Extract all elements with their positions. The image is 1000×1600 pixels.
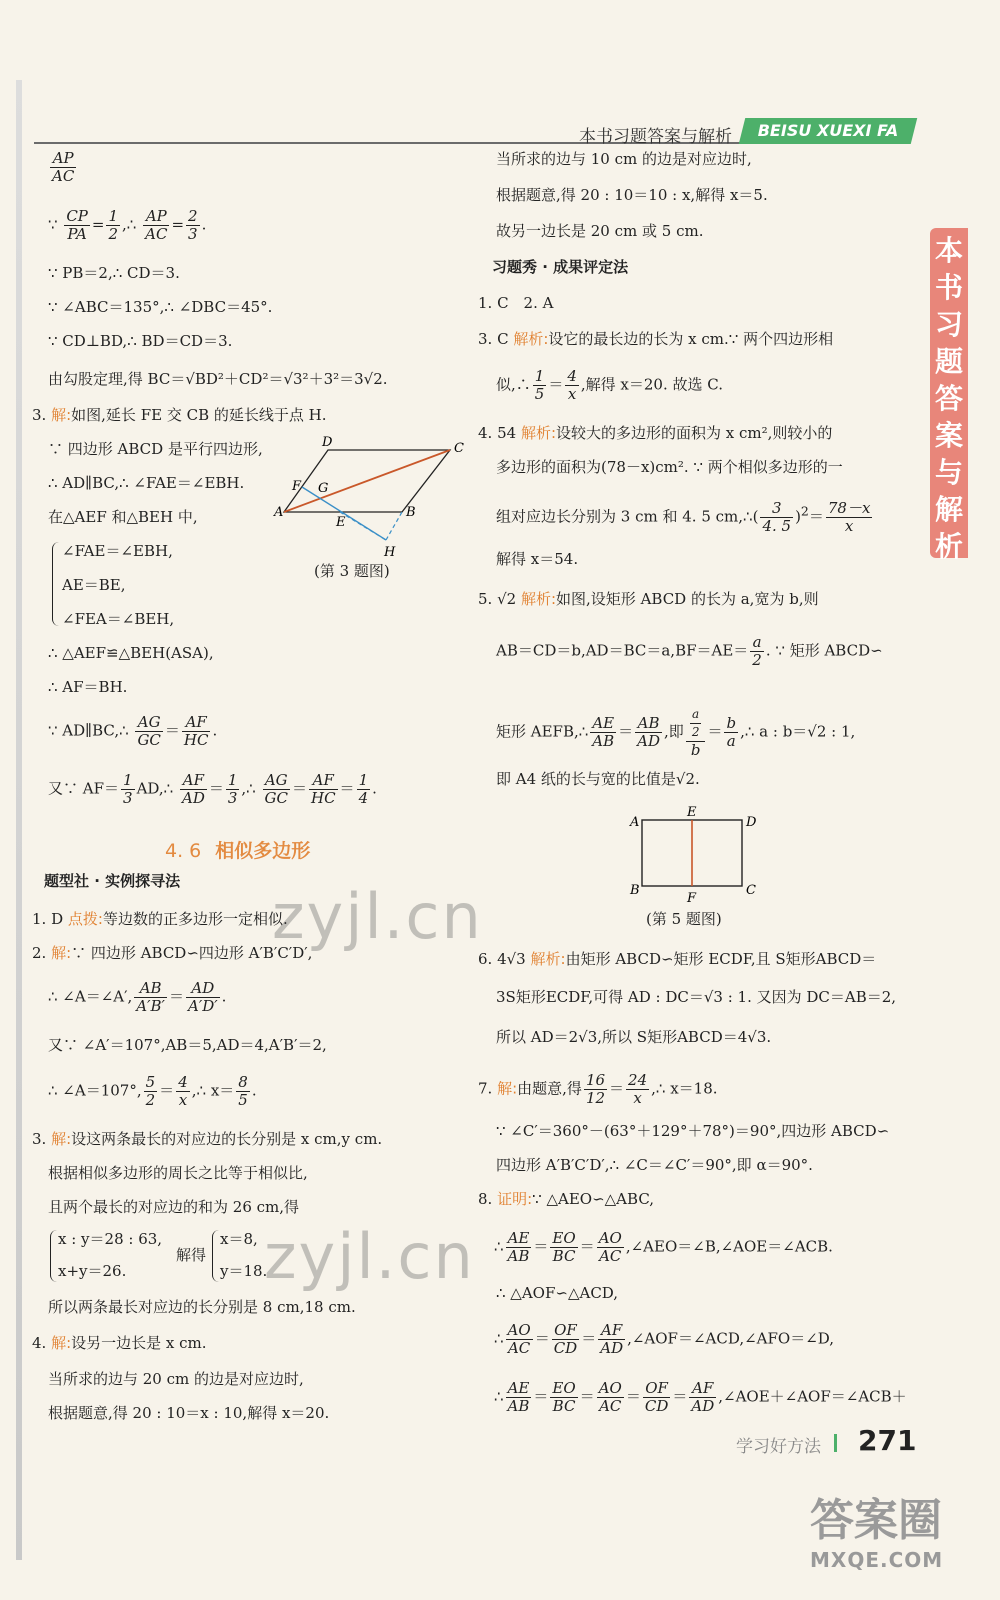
solution-keyword: 解: (51, 1130, 72, 1148)
frac-den: 2 (691, 725, 700, 739)
frac-den: CD (553, 1339, 578, 1357)
solution-keyword: 解: (51, 1334, 72, 1352)
b6-line2: 3S矩形ECDF,可得 AD : DC＝√3 : 1. 又因为 DC＝AB＝2, (496, 988, 897, 1006)
brand-banner (739, 118, 917, 144)
label-e: E (336, 515, 346, 530)
section-name: 相似多边形 (215, 840, 311, 862)
label-f: F (687, 891, 697, 906)
text: ,∴ x＝18. (651, 1079, 718, 1098)
text: 似,∴ (496, 375, 531, 394)
frac-den: 3 (123, 789, 133, 807)
frac-num: CP (66, 207, 88, 225)
frac-num: EO (552, 1229, 576, 1247)
frac-num: AE (506, 1230, 532, 1248)
text: 设较大的多边形的面积为 x cm²,则较小的 (556, 424, 833, 442)
frac-den: PA (67, 225, 87, 243)
frac-num: AG (263, 772, 290, 790)
side-tab-text (930, 228, 968, 565)
analysis-keyword: 解析: (513, 330, 549, 348)
label-h: H (384, 545, 396, 560)
q3-sys2: AE＝BE, (62, 576, 126, 594)
frac-den: x (178, 1091, 188, 1109)
section-title (165, 836, 310, 863)
q3-line4: 在△AEF 和△BEH 中, (48, 508, 198, 526)
b5-line4: 即 A4 纸的长与宽的比值是√2. (496, 770, 700, 788)
frac-num: b (726, 714, 737, 732)
q3-line3: ∴ AD∥BC,∴ ∠FAE＝∠EBH. (48, 474, 245, 492)
frac-num: a (690, 706, 702, 724)
frac-den: AD (181, 789, 205, 807)
answer-3-line5: 所以两条最长对应边的长分别是 8 cm,18 cm. (48, 1298, 356, 1316)
analysis-keyword: 解析: (520, 590, 557, 608)
b8-line4: ∴ $\frac{AO}{AC}$ ＝ $\frac{OF}{CD}$ ＝ $\frac{AF}{AD}$ ,∠AOF＝∠ACD,∠AFO＝∠D, (494, 1321, 835, 1357)
proof-keyword: 证明: (497, 1190, 533, 1208)
answer-number: 3. (32, 1130, 47, 1148)
text: ∵ (48, 215, 58, 234)
frac-num: AF (180, 772, 207, 790)
label-c: C (746, 883, 756, 898)
analysis-keyword: 解析: (520, 424, 557, 442)
answer-4-line3: 根据题意,得 20 : 10＝x : 10,解得 x＝20. (48, 1404, 330, 1422)
side-tab-char: 解 (934, 493, 963, 526)
answer-2 (32, 946, 312, 961)
text: ,∴ x＝ (191, 1081, 235, 1100)
frac-num (686, 706, 706, 742)
analysis-keyword: 解析: (530, 950, 566, 968)
label-d: D (746, 815, 757, 830)
exponent: 2 (800, 503, 809, 519)
text: . (251, 1081, 257, 1100)
text: . (212, 721, 218, 740)
section-number: 4. 6 (165, 840, 202, 862)
frac-num: 16 (585, 1071, 606, 1089)
logo-url: MXQE.COM (810, 1548, 944, 1572)
b8-line5: ∴ $\frac{AE}{AB}$ ＝ $\frac{EO}{BC}$ ＝ $\frac{AO}{AC}$ ＝ $\frac{OF}{CD}$ ＝ $\frac{AF}{AD}$ ,∠AOE＋∠AOF＝∠ACB＋ (494, 1379, 907, 1415)
frac-den: AC (145, 225, 168, 243)
line-l3: ∵ PB＝2,∴ CD＝3. (48, 264, 180, 282)
figure-5-caption: (第 5 题图) (646, 910, 722, 928)
side-tab-char: 习 (934, 308, 963, 341)
figure-3-parallelogram (274, 432, 480, 562)
frac-den: 12 (585, 1089, 606, 1107)
b3 (478, 332, 833, 347)
frac-den: CD (644, 1397, 669, 1415)
text: ∵ △AEO∽△ABC, (532, 1190, 655, 1208)
question-number: 3. (32, 406, 47, 424)
frac-num: AO (598, 1379, 622, 1397)
text: . ∵ 矩形 ABCD∽ (765, 641, 883, 660)
frac-den: HC (310, 789, 336, 807)
label-e: E (687, 805, 697, 820)
line-l5: ∵ CD⊥BD,∴ BD＝CD＝3. (48, 332, 233, 350)
figure-3-caption: (第 3 题图) (314, 562, 390, 580)
frac-num: 1 (358, 771, 369, 789)
frac-den: x (567, 385, 577, 403)
label-a: A (274, 505, 284, 520)
frac-den: AC (599, 1397, 622, 1415)
frac-den: 5 (238, 1091, 248, 1109)
frac-den: 2 (108, 225, 119, 243)
text: = (91, 215, 105, 234)
text: = (171, 215, 185, 234)
b8 (478, 1192, 654, 1207)
text: ∴ (494, 1237, 504, 1256)
watermark-1: zyjl.cn (272, 880, 483, 953)
text: ,∠AEO＝∠B,∠AOE＝∠ACB. (625, 1237, 833, 1256)
answer-3-sys1: x : y＝28 : 63, (58, 1230, 163, 1248)
brand-text: BEISU XUEXI FA (757, 121, 899, 140)
frac-num: 1 (534, 367, 545, 385)
frac-den: x (633, 1089, 642, 1107)
frac-num: OF (643, 1380, 671, 1398)
b7: 7. 解:由题意,得 $\frac{16}{12}$ ＝ $\frac{24}{x}$ ,∴ x＝18. (478, 1071, 718, 1107)
answer-3-line3: 且两个最长的对应边的和为 26 cm,得 (48, 1198, 300, 1216)
answer-4-line2: 当所求的边与 20 cm 的边是对应边时, (48, 1370, 304, 1388)
b-line1: 1. C 2. A (478, 294, 554, 312)
page-header (34, 118, 914, 148)
frac-num: AO (598, 1229, 622, 1247)
b5 (478, 592, 819, 607)
answer-3-solve: 解得 (176, 1246, 207, 1264)
frac-den: x (844, 517, 854, 535)
answer-3-line2: 根据相似多边形的周长之比等于相似比, (48, 1164, 308, 1182)
text: 由题意,得 (517, 1079, 582, 1098)
b7-line2: ∵ ∠C′＝360°－(63°＋129°＋78°)＝90°,四边形 ABCD∽ (496, 1122, 890, 1140)
system-brace (50, 1230, 57, 1282)
b4-line4: 解得 x＝54. (496, 550, 579, 568)
subsection-heading-2: 习题秀 · 成果评定法 (492, 258, 629, 276)
label-g: G (318, 481, 329, 496)
answer-2-line3: 又∵ ∠A′＝107°,AB＝5,AD＝4,A′B′＝2, (48, 1036, 327, 1054)
side-tab-char: 题 (934, 345, 963, 378)
frac-num: 4 (567, 367, 577, 385)
frac-num: AP (143, 208, 169, 226)
answer-number: 1. D (32, 910, 64, 928)
frac-num: 3 (760, 500, 793, 518)
frac-den: AC (52, 167, 75, 185)
text: ∵ 四边形 ABCD∽四边形 A′B′C′D′, (71, 944, 313, 962)
frac-num: AF (182, 714, 211, 732)
frac-den: 3 (188, 225, 198, 243)
frac-den: AB (592, 732, 615, 750)
frac-den: 2 (145, 1091, 156, 1109)
frac-num: 5 (145, 1073, 156, 1091)
side-tab (930, 228, 968, 563)
frac-den: a (726, 732, 736, 750)
footer-text: 学习好方法 (736, 1437, 821, 1457)
frac-num: 2 (188, 207, 198, 225)
side-tab-char: 本 (934, 234, 963, 267)
side-tab-char: 案 (934, 419, 963, 452)
text: ,∴ (241, 779, 256, 798)
site-logo (810, 1484, 980, 1594)
text: 设另一边长是 x cm. (71, 1334, 207, 1352)
q3-line2: ∵ 四边形 ABCD 是平行四边形, (48, 440, 263, 458)
answer-3-res1: x＝8, (220, 1230, 258, 1248)
frac-num: AO (507, 1321, 531, 1339)
logo-text: 答案圈 (810, 1495, 942, 1546)
frac-den: 5 (534, 385, 545, 403)
q3-line7: ∵ AD∥BC,∴ $\frac{AG}{GC}$ ＝ $\frac{AF}{HC}$ . (48, 713, 218, 749)
b6-line3: 所以 AD＝2√3,所以 S矩形ABCD＝4√3. (496, 1028, 772, 1046)
label-a: A (630, 815, 640, 830)
q3-sys1: ∠FAE＝∠EBH, (62, 542, 173, 560)
frac-den: AD (691, 1397, 715, 1415)
q3-heading (32, 408, 326, 423)
subsection-heading-1: 题型社 · 实例探寻法 (44, 872, 181, 890)
answer-number: 6. 4√3 (478, 950, 526, 968)
answer-number: 4. 54 (478, 424, 517, 442)
frac-num: 1 (227, 771, 238, 789)
b6 (478, 952, 876, 967)
text: 由矩形 ABCD∽矩形 ECDF,且 S矩形ABCD＝ (565, 950, 877, 968)
side-tab-char: 与 (934, 456, 963, 489)
frac-num: AB (134, 980, 167, 998)
complex-fraction (686, 706, 706, 759)
frac-num: AF (689, 1380, 716, 1398)
answer-number: 3. C (478, 330, 509, 348)
system-brace (212, 1230, 219, 1282)
frac-num: AF (598, 1322, 625, 1340)
r-line3: 故另一边长是 20 cm 或 5 cm. (496, 222, 704, 240)
text: ,∴ a : b＝√2 : 1, (740, 722, 856, 741)
b8-line2: ∴ $\frac{AE}{AB}$ ＝ $\frac{EO}{BC}$ ＝ $\frac{AO}{AC}$ ,∠AEO＝∠B,∠AOE＝∠ACB. (494, 1229, 833, 1265)
frac-den: BC (552, 1247, 576, 1265)
frac-den: BC (552, 1397, 576, 1415)
answer-number: 8. (478, 1190, 493, 1208)
answer-2-line2: ∴ ∠A＝∠A′, $\frac{AB}{A'B'}$ ＝ $\frac{AD}{A'D'}$ . (48, 979, 227, 1015)
frac-den: 3 (227, 789, 238, 807)
page-number: 271 (858, 1424, 917, 1457)
line-l2 (48, 208, 206, 243)
text: 矩形 AEFB,∴ (496, 722, 589, 741)
answer-3-res2: y＝18. (220, 1262, 268, 1280)
side-tab-char: 答 (934, 382, 963, 415)
label-d: D (322, 435, 333, 450)
frac-num: 78－x (827, 499, 871, 517)
frac-num: 4 (178, 1073, 188, 1091)
text: 设这两条最长的对应边的长分别是 x cm,y cm. (71, 1130, 383, 1148)
solution-keyword: 解: (497, 1079, 518, 1098)
answer-3 (32, 1132, 382, 1147)
page-edge-shadow (16, 80, 22, 1560)
frac-num: 24 (628, 1071, 648, 1089)
text: AB＝CD＝b,AD＝BC＝a,BF＝AE＝ (496, 641, 749, 660)
label-b: B (630, 883, 640, 898)
q3-line8: 又∵ AF＝ $\frac{1}{3}$ AD,∴ $\frac{AF}{AD}$ ＝ $\frac{1}{3}$ ,∴ $\frac{AG}{GC}$ ＝ $\frac{AF}{HC}$ ＝ $\frac{1}{4}$ . (48, 771, 377, 807)
text: ∴ (494, 1329, 504, 1348)
frac-den: 4. 5 (762, 517, 792, 535)
solution-keyword: 解: (51, 406, 72, 424)
side-tab-char: 书 (934, 271, 963, 304)
answer-4 (32, 1336, 207, 1351)
text: 如图,设矩形 ABCD 的长为 a,宽为 b,则 (556, 590, 819, 608)
figure-5-rectangle (626, 806, 766, 906)
extension-bh (386, 512, 402, 540)
diagonal-ac (284, 450, 450, 512)
r-line2: 根据题意,得 20 : 10＝10 : x,解得 x＝5. (496, 186, 768, 204)
frac-num: AE (590, 715, 616, 733)
frac-den: 2 (752, 651, 762, 669)
b8-line3: ∴ △AOF∽△ACD, (496, 1284, 619, 1302)
text: ∴ ∠A＝107°, (48, 1081, 142, 1100)
answer-1 (32, 912, 288, 927)
text: . (221, 987, 227, 1006)
label-f: F (292, 479, 302, 494)
line-l4: ∵ ∠ABC＝135°,∴ ∠DBC＝45°. (48, 298, 273, 316)
answer-number: 5. √2 (478, 590, 517, 608)
frac-den: AB (507, 1247, 530, 1265)
b5-line2 (496, 634, 883, 669)
frac-ap-ac (48, 150, 78, 185)
text: 如图,延长 FE 交 CB 的延长线于点 H. (71, 406, 327, 424)
footer-divider (834, 1434, 837, 1452)
answer-2-line4: ∴ ∠A＝107°, $\frac{5}{2}$ ＝ $\frac{4}{x}$ ,∴ x＝ $\frac{8}{5}$ . (48, 1073, 257, 1109)
system-brace (52, 542, 59, 626)
solution-keyword: 解: (51, 944, 72, 962)
frac-num: AP (50, 150, 76, 168)
text: AD,∴ (136, 779, 174, 798)
frac-num: EO (552, 1379, 576, 1397)
frac-num: AG (135, 714, 162, 732)
line-l6: 由勾股定理,得 BC＝√BD²＋CD²＝√3²＋3²＝3√2. (48, 370, 388, 388)
frac-den: GC (264, 789, 288, 807)
b4-line2: 多边形的面积为(78－x)cm². ∵ 两个相似多边形的一 (496, 458, 843, 476)
q3-line5: ∴ △AEF≌△BEH(ASA), (48, 644, 214, 662)
b5-line3: 矩形 AEFB,∴ $\frac{AE}{AB}$ ＝ $\frac{AB}{AD}$ ,即 $\frac{\frac{a}{2}}{b}$ ＝ $\frac{b}{a}$ ,∴ a : b＝√2 : 1, (496, 707, 856, 759)
text: 设它的最长边的长为 x cm.∵ 两个四边形相 (548, 330, 834, 348)
frac-num: OF (552, 1322, 580, 1340)
text: ∴ (494, 1387, 504, 1406)
q3-sys3: ∠FEA＝∠BEH, (62, 610, 175, 628)
text: ,∴ (122, 215, 137, 234)
text: ,即 (664, 722, 684, 741)
frac-num: AB (635, 715, 662, 733)
text: ∴ ∠A＝∠A′, (48, 987, 133, 1006)
hint-keyword: 点拨: (67, 910, 103, 928)
frac-den: b (690, 741, 701, 759)
text: ∵ AD∥BC,∴ (48, 721, 129, 740)
frac-den: A′B′ (136, 997, 165, 1015)
header-title: 本书习题答案与解析 (579, 127, 732, 147)
frac-num: a (750, 634, 764, 652)
frac-den: AB (507, 1397, 530, 1415)
frac-den: AC (599, 1247, 622, 1265)
text: 组对应边长分别为 3 cm 和 4. 5 cm,∴ (496, 507, 753, 526)
frac-den: GC (137, 731, 161, 749)
label-c: C (454, 441, 464, 456)
b7-line3: 四边形 A′B′C′D′,∴ ∠C＝∠C′＝90°,即 α＝90°. (496, 1156, 813, 1174)
r-line1: 当所求的边与 10 cm 的边是对应边时, (496, 150, 752, 168)
side-tab-char: 析 (934, 530, 963, 563)
text: ,解得 x＝20. 故选 C. (580, 375, 723, 394)
watermark-2: zyjl.cn (264, 1220, 475, 1293)
text: ,∠AOF＝∠ACD,∠AFO＝∠D, (627, 1329, 835, 1348)
frac-den: AD (637, 732, 661, 750)
text: . (201, 215, 207, 234)
q3-line6: ∴ AF＝BH. (48, 678, 128, 696)
frac-num: 8 (238, 1073, 248, 1091)
frac-num: 1 (108, 207, 119, 225)
frac-num: AE (506, 1380, 532, 1398)
text: 等边数的正多边形一定相似. (102, 910, 288, 928)
b4 (478, 426, 832, 441)
label-b: B (406, 505, 416, 520)
text: . (372, 779, 377, 798)
answer-3-sys2: x+y＝26. (58, 1262, 127, 1280)
frac-den: A′D′ (187, 997, 218, 1015)
b4-line3: 组对应边长分别为 3 cm 和 4. 5 cm,∴( $\frac{3}{4. 5}$ )$^2$＝ $\frac{78-x}{x}$ (496, 499, 871, 535)
frac-den: AD (600, 1339, 624, 1357)
text: ,∠AOE＋∠AOF＝∠ACB＋ (718, 1387, 907, 1406)
answer-number: 7. (478, 1079, 493, 1098)
frac-num: AD (186, 980, 220, 998)
text: 又∵ AF＝ (48, 779, 120, 798)
frac-num: 1 (123, 771, 133, 789)
answer-number: 2. (32, 944, 47, 962)
frac-den: AC (507, 1339, 531, 1357)
frac-den: 4 (358, 789, 369, 807)
answer-number: 4. (32, 1334, 47, 1352)
frac-num: AF (309, 772, 338, 790)
b3-line2: 似,∴ $\frac{1}{5}$ ＝ $\frac{4}{x}$ ,解得 x＝20. 故选 C. (496, 367, 723, 403)
frac-den: HC (183, 731, 209, 749)
